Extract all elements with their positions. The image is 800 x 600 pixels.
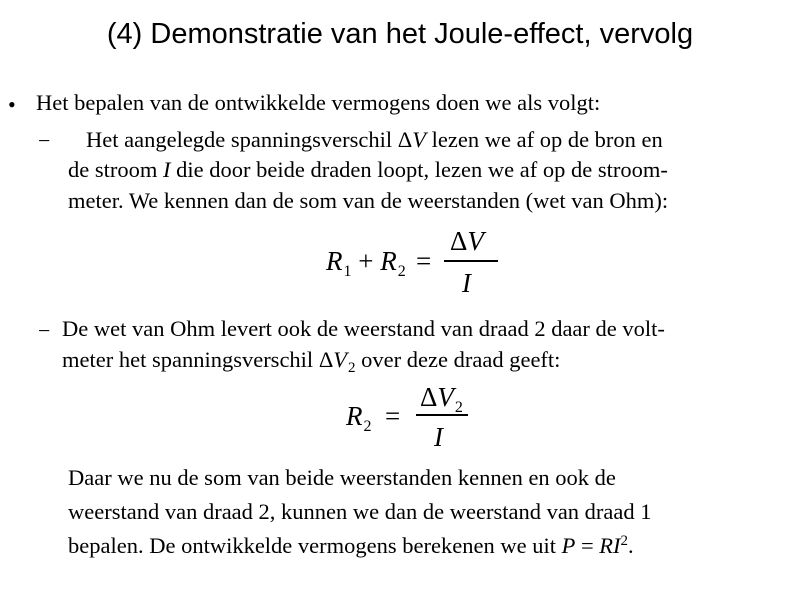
equation1-denominator: I xyxy=(462,268,471,298)
item2-line1: De wet van Ohm levert ook de weerstand van draad 2 daar de volt- xyxy=(62,316,665,341)
equation1-equals: = xyxy=(416,246,432,276)
equation2-denominator: I xyxy=(434,422,443,452)
equation1-numerator: ΔV xyxy=(450,226,484,256)
item1-line3: meter. We kennen dan de som van de weerstanden (wet van Ohm): xyxy=(68,188,669,213)
intro-text: Het bepalen van de ontwikkelde vermogens doen we als volgt: xyxy=(36,90,601,115)
dash-icon: − xyxy=(38,128,51,153)
conclusion-line3: bepalen. De ontwikkelde vermogens berekenen we uit $P = RI^2$. xyxy=(68,533,634,558)
equation2-numerator: $\Delta V_2$ xyxy=(420,382,463,416)
item1-line2: de stroom I die door beide draden loopt, lezen we af op de stroom- xyxy=(68,157,668,182)
equation1-fraction-bar xyxy=(444,260,498,262)
equation2-equals: = xyxy=(385,401,401,431)
dash-icon: − xyxy=(38,318,51,343)
conclusion-line1: Daar we nu de som van beide weerstanden kennen en ook de xyxy=(68,465,616,490)
item2-line2: meter het spanningsverschil $\Delta V_2$ over deze draad geeft: xyxy=(62,347,561,376)
equation2-lhs: $R_2$ xyxy=(346,401,372,435)
conclusion-line2: weerstand van draad 2, kunnen we dan de weerstand van draad 1 xyxy=(68,499,652,524)
slide-title: (4) Demonstratie van het Joule-effect, vervolg xyxy=(106,18,694,50)
equation1-lhs: $R_1 + R_2$ xyxy=(326,246,406,280)
item1-line1: Het aangelegde spanningsverschil ΔV lezen we af op de bron en xyxy=(86,127,663,152)
equation2-fraction-bar xyxy=(416,414,468,416)
bullet-icon: • xyxy=(8,92,16,117)
